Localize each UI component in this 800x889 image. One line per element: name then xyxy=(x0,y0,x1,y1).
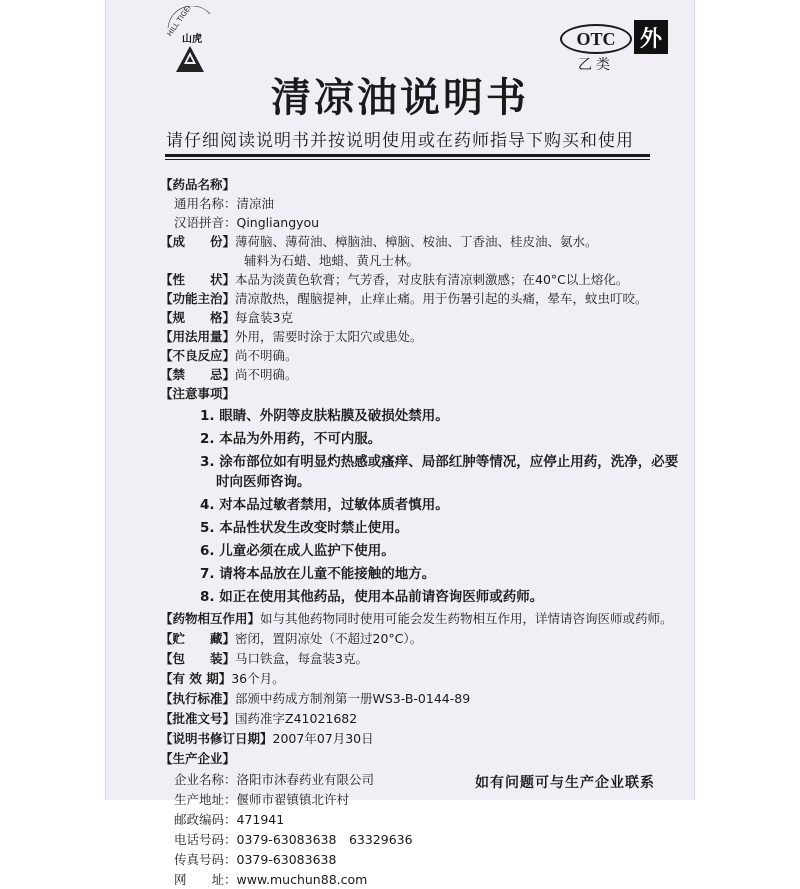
interactions-value: 如与其他药物同时使用可能会发生药物相互作用，详情请咨询医师或药师。 xyxy=(260,611,673,626)
ingredients-value: 薄荷脑、薄荷油、樟脑油、樟脑、桉油、丁香油、桂皮油、氨水。 xyxy=(235,234,598,249)
common-name: 通用名称：清凉油 xyxy=(174,196,275,211)
adverse-label: 【不良反应】 xyxy=(160,348,236,363)
ingredients-row xyxy=(160,233,598,251)
properties-label: 【性 状】 xyxy=(160,272,236,287)
validity-row xyxy=(160,670,285,688)
revision-label: 【说明书修订日期】 xyxy=(160,731,273,746)
page-title: 清凉油说明书 xyxy=(271,74,529,121)
precaution-item: 4. 对本品过敏者禁用，过敏体质者慎用。 xyxy=(200,497,449,513)
precautions-label: 【注意事项】 xyxy=(160,386,236,401)
indications-label: 【功能主治】 xyxy=(160,291,236,306)
fax-number: 传真号码：0379-63083638 xyxy=(174,852,337,867)
revision-row xyxy=(160,730,374,748)
ingredients-excipients: 辅料为石蜡、地蜡、黄凡士林。 xyxy=(244,253,420,268)
divider-thick xyxy=(165,154,650,157)
spec-row xyxy=(160,309,293,327)
revision-value: 2007年07月30日 xyxy=(272,731,374,746)
phone-number: 电话号码：0379-63083638 63329636 xyxy=(174,832,413,847)
contra-row xyxy=(160,366,298,384)
otc-class-label: 乙类 xyxy=(578,57,614,73)
spec-value: 每盒装3克 xyxy=(235,310,293,325)
postal-code: 邮政编码：471941 xyxy=(174,812,285,827)
manufacturer-label: 【生产企业】 xyxy=(160,751,236,766)
precaution-item-continued: 时向医师咨询。 xyxy=(216,474,311,490)
indications-value: 清凉散热，醒脑提神，止痒止痛。用于伤暑引起的头痛，晕车，蚊虫叮咬。 xyxy=(235,291,648,306)
indications-row xyxy=(160,290,648,308)
validity-value: 36个月。 xyxy=(231,671,285,686)
contra-label: 【禁 忌】 xyxy=(160,367,236,382)
interactions-row xyxy=(160,610,673,628)
precaution-item: 7. 请将本品放在儿童不能接触的地方。 xyxy=(200,566,436,582)
package-value: 马口铁盒，每盒装3克。 xyxy=(235,651,368,666)
package-label: 【包 装】 xyxy=(160,651,236,666)
approval-value: 国药准字Z41021682 xyxy=(235,711,358,726)
approval-label: 【批准文号】 xyxy=(160,711,236,726)
website: 网 址：www.muchun88.com xyxy=(174,872,368,887)
validity-label: 【有 效 期】 xyxy=(160,671,232,686)
properties-row xyxy=(160,271,628,289)
drug-name-label: 【药品名称】 xyxy=(160,177,236,192)
storage-value: 密闭，置阴凉处（不超过20°C）。 xyxy=(235,631,423,646)
external-use-badge: 外 xyxy=(634,20,668,54)
storage-label: 【贮 藏】 xyxy=(160,631,236,646)
precaution-item: 1. 眼睛、外阴等皮肤粘膜及破损处禁用。 xyxy=(200,408,449,424)
footer-contact-note: 如有问题可与生产企业联系 xyxy=(475,775,655,791)
adverse-value: 尚不明确。 xyxy=(235,348,298,363)
usage-value: 外用，需要时涂于太阳穴或患处。 xyxy=(235,329,423,344)
pinyin-name: 汉语拼音：Qingliangyou xyxy=(174,215,320,230)
company-address: 生产地址：偃师市翟镇镇北许村 xyxy=(174,792,350,807)
precaution-item: 6. 儿童必须在成人监护下使用。 xyxy=(200,543,395,559)
divider-thin xyxy=(165,159,650,160)
precaution-item: 2. 本品为外用药，不可内服。 xyxy=(200,431,382,447)
svg-text:HILL TIGER: HILL TIGER xyxy=(165,6,195,38)
properties-value: 本品为淡黄色软膏；气芳香，对皮肤有清凉刺激感；在40°C以上熔化。 xyxy=(235,272,629,287)
otc-badge: OTC xyxy=(560,24,632,54)
spec-label: 【规 格】 xyxy=(160,310,236,325)
standard-row xyxy=(160,690,470,708)
usage-label: 【用法用量】 xyxy=(160,329,236,344)
company-name: 企业名称：洛阳市沐春药业有限公司 xyxy=(174,772,375,787)
svg-text:山虎: 山虎 xyxy=(182,34,202,45)
storage-row xyxy=(160,630,422,648)
precaution-item: 3. 涂布部位如有明显灼热感或瘙痒、局部红肿等情况，应停止用药，洗净，必要 xyxy=(200,454,679,470)
page-subtitle: 请仔细阅读说明书并按说明使用或在药师指导下购买和使用 xyxy=(166,131,634,151)
package-row xyxy=(160,650,368,668)
precaution-item: 5. 本品性状发生改变时禁止使用。 xyxy=(200,520,409,536)
adverse-row xyxy=(160,347,298,365)
interactions-label: 【药物相互作用】 xyxy=(160,611,261,626)
standard-label: 【执行标准】 xyxy=(160,691,236,706)
contra-value: 尚不明确。 xyxy=(235,367,298,382)
precaution-item: 8. 如正在使用其他药品，使用本品前请咨询医师或药师。 xyxy=(200,589,544,605)
ingredients-label: 【成 份】 xyxy=(160,234,236,249)
usage-row xyxy=(160,328,423,346)
standard-value: 部颁中药成方制剂第一册WS3-B-0144-89 xyxy=(235,691,471,706)
approval-row xyxy=(160,710,357,728)
